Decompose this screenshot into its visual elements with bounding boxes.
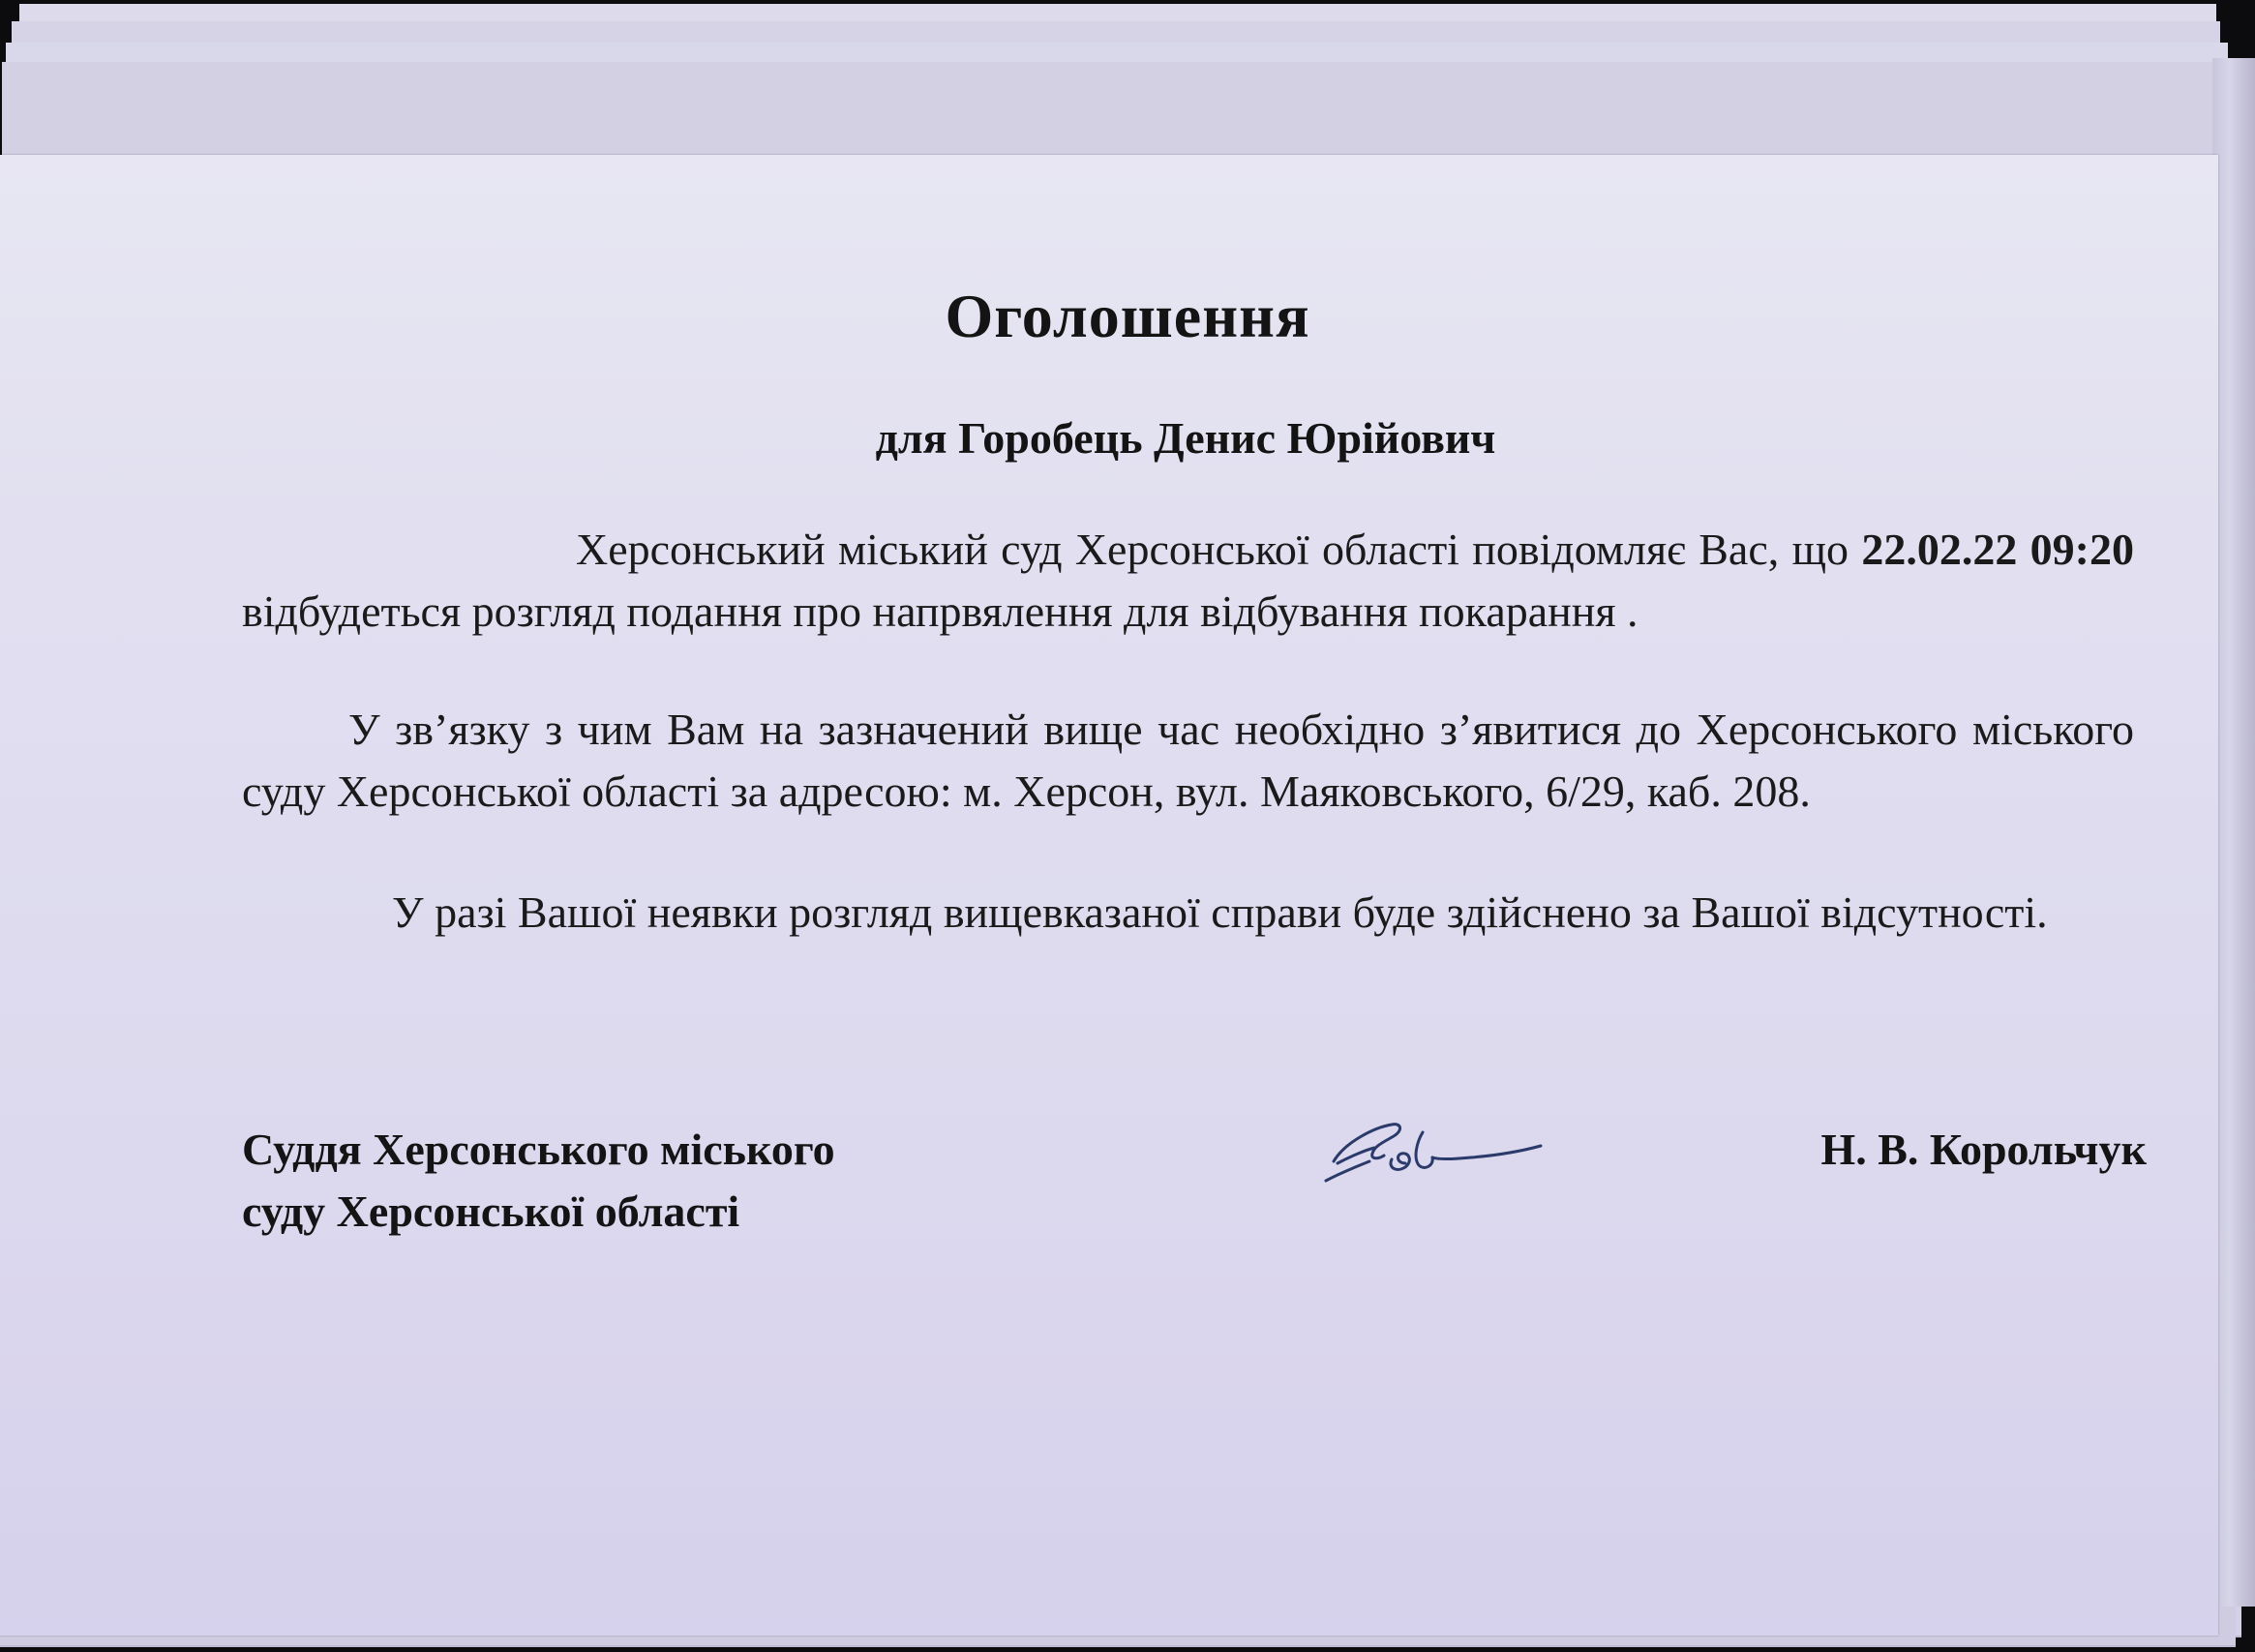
handwritten-signature (1316, 1103, 1548, 1200)
judge-name: Н. В. Корольчук (1820, 1125, 2147, 1174)
judge-position-line-2: суду Херсонської області (242, 1186, 740, 1236)
notice-paragraph-1 (242, 519, 2134, 643)
notice-addressee: для Горобець Денис Юрійович (875, 413, 1496, 463)
notice-title: Оголошення (945, 282, 1310, 350)
paragraph-1-tail: відбудеться розгляд подання про напрвялення для відбування покарання . (242, 586, 1639, 636)
hearing-datetime: 22.02.22 09:20 (1861, 525, 2134, 574)
notice-paragraph-2: У зв’язку з чим Вам на зазначений вище час необхідно з’явитися до Херсонського міського суду Херсонської області за адресою: м. Херсон, вул. Маяковського, 6/29, каб. 208. (242, 705, 2134, 816)
judge-position (242, 1119, 835, 1243)
judge-position-line-1: Суддя Херсонського міського (242, 1125, 835, 1174)
paragraph-1-lead: Херсонський міський суд Херсонської області повідомляє Вас, що (576, 525, 1862, 574)
notice-paragraph-3: У разі Вашої неявки розгляд вищевказаної справи буде здійснено за Вашої відсутності. (392, 887, 2048, 937)
paper-sheet-behind (2, 62, 2234, 161)
